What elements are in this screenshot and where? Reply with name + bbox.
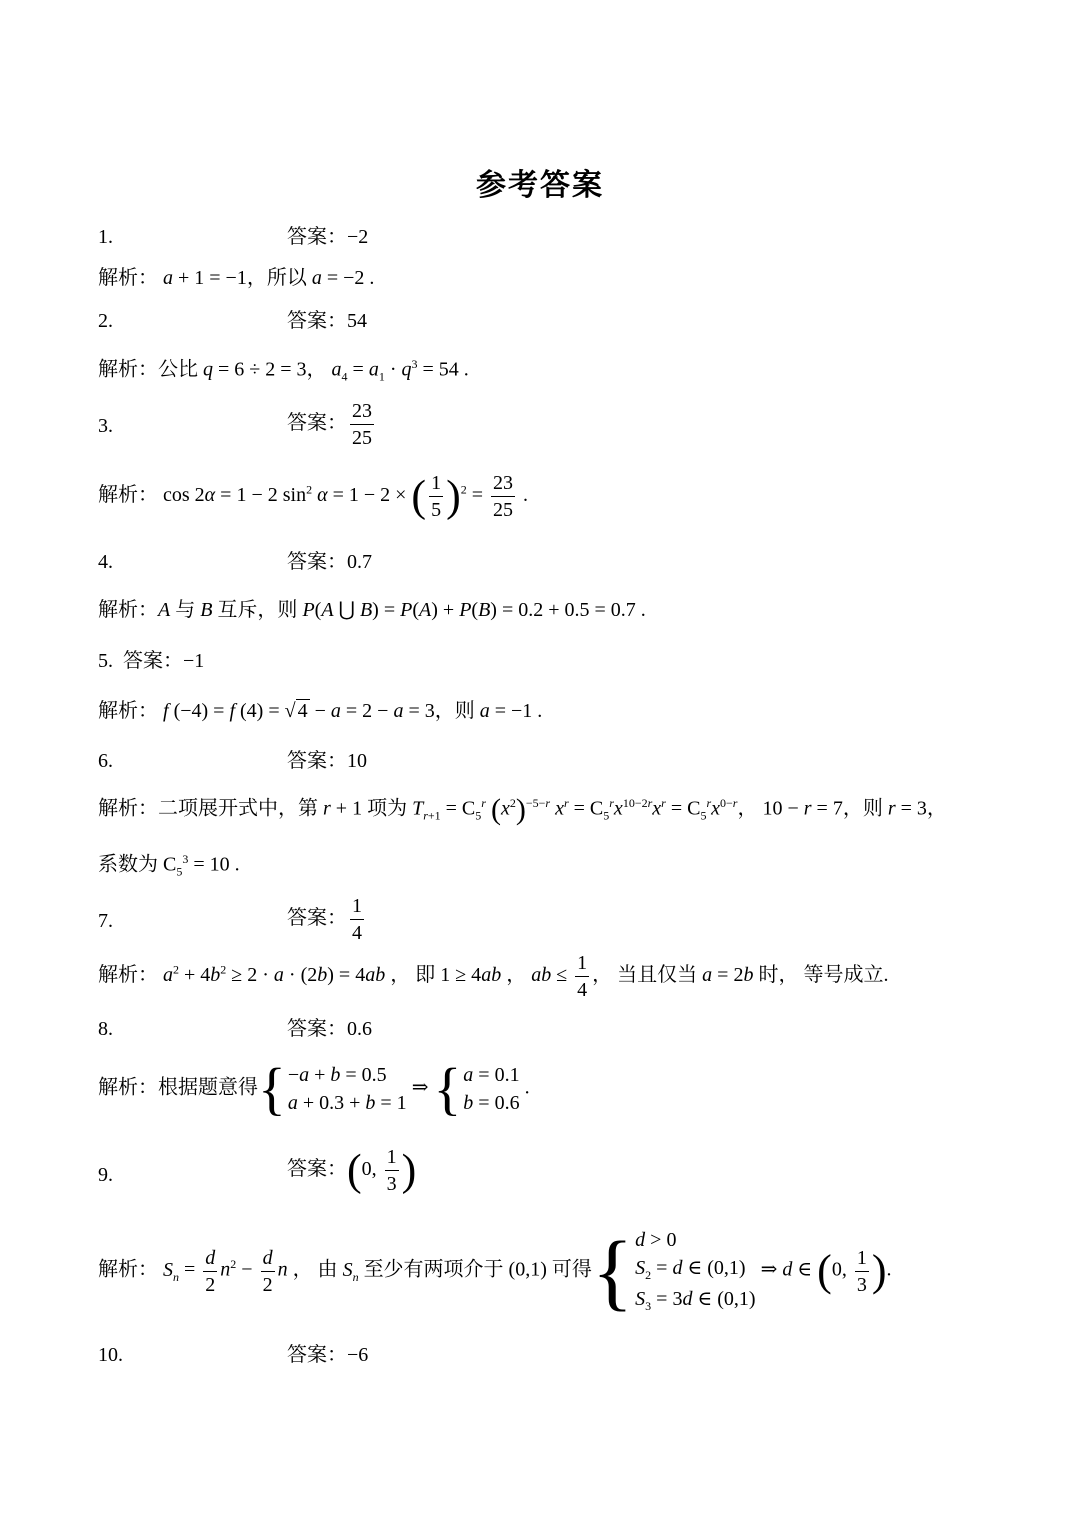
answer-8: 答案：0.6	[287, 1018, 372, 1040]
analysis-1: 解析： a + 1 = −1，所以 a = −2 .	[98, 267, 375, 289]
question-number-4: 4.	[98, 551, 113, 573]
page-title: 参考答案	[476, 168, 604, 203]
question-number-9: 9.	[98, 1164, 113, 1186]
answer-7-fraction: $\frac{1}{4}$	[352, 895, 362, 944]
question-number-6: 6.	[98, 750, 113, 772]
analysis-6-line-1: 解析：二项展开式中，第 r + 1 项为 $T_{r+1} = C_5^r$ $(x^2)^{-5-r}$ $x^r = C_5^rx^{10-2r}x^r = C_5^rx^{0-r}$， 10 − r = 7，则 r = 3，	[98, 793, 947, 826]
answer-2: 答案：54	[287, 310, 367, 332]
question-number-2: 2.	[98, 310, 113, 332]
analysis-7: 解析： $a^2 + 4b^2 \ge 2 \cdot a \cdot (2b) = 4ab$ ， 即 1 ≥ 4ab ， ab ≤ $\frac{1}{4}$ ， 当且仅当 a = 2b 时， 等号成立.	[98, 952, 889, 1001]
answer-4: 答案：0.7	[287, 551, 372, 573]
question-number-3: 3.	[98, 415, 113, 437]
analysis-8: 解析：根据题意得 { −a + b = 0.5 a + 0.3 + b = 1 ⇒ { a = 0.1 b = 0.6 .	[98, 1056, 530, 1121]
analysis-9: 解析： $S_n$ = $\frac{d}{2}$ $n^2$ − $\frac{d}{2}$ n ， 由 $S_n$ 至少有两项介于 (0,1) 可得 { d > 0 $S_2 = d$ ∈ (0,1) $S_3 = 3d$ ∈ (0,1) ⇒ d ∈ (0, $\frac{1}{3}$ ).	[98, 1223, 892, 1319]
analysis-6-line-2: 系数为 $C_5^3 = 10$ .	[98, 852, 240, 879]
analysis-5: 解析： f (−4) = f (4) = √ 4 − a = 2 − a = 3，则 a = −1 .	[98, 700, 543, 722]
answer-3: 答案： $\frac{23}{25}$	[287, 400, 372, 449]
analysis-2: 解析：公比 q = 6 ÷ 2 = 3， $a_4 = a_1 \cdot q^3 = 54$ .	[98, 357, 469, 384]
answer-3-fraction: $\frac{23}{25}$	[352, 400, 372, 449]
question-number-8: 8.	[98, 1018, 113, 1040]
answer-9: 答案：(0, $\frac{1}{3}$ )	[287, 1145, 417, 1195]
question-number-1: 1.	[98, 226, 113, 248]
answer-1: 答案：−2	[287, 226, 369, 248]
answer-10: 答案：−6	[287, 1344, 369, 1366]
question-number-10: 10.	[98, 1344, 123, 1366]
answer-7: 答案： $\frac{1}{4}$	[287, 895, 362, 944]
answer-6: 答案：10	[287, 750, 367, 772]
analysis-3: 解析： cos 2α = 1 − 2 $\sin^2 \alpha = 1 - 2$ × ( $\frac{1}{5}$ )$^2$ = $\frac{23}{25}$ .	[98, 471, 529, 521]
question-number-7: 7.	[98, 910, 113, 932]
analysis-4: 解析：A 与 B 互斥，则 P(A ⋃ B) = P(A) + P(B) = 0.2 + 0.5 = 0.7 .	[98, 599, 646, 621]
answer-5: 5. 答案：−1	[98, 650, 205, 672]
